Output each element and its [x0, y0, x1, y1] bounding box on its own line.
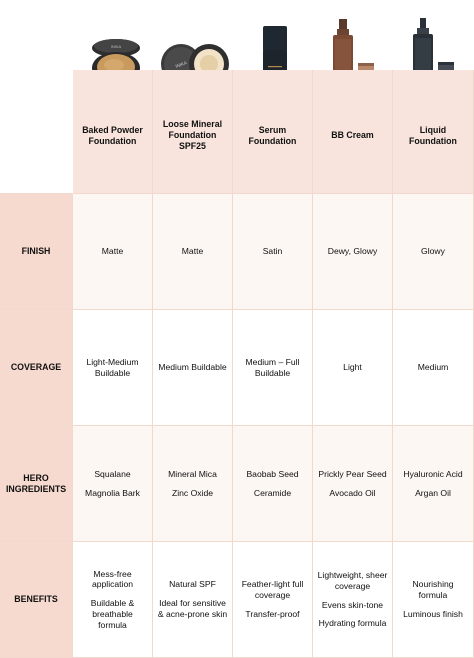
table-cell: [153, 426, 233, 542]
table-cell: [233, 426, 313, 542]
cell-line: Feather-light full coverage: [241, 579, 304, 601]
table-cell: [73, 194, 153, 310]
table-cell: [153, 310, 233, 426]
cell-line: Ceramide: [253, 487, 292, 498]
cell-line: Dewy, Glowy: [327, 246, 378, 257]
cell-line: Light: [343, 362, 362, 373]
table-cell: [233, 542, 313, 658]
cell-line: Satin: [262, 246, 283, 257]
compact-brand: INIKA: [110, 44, 122, 49]
table-cell: [393, 194, 474, 310]
cell-line: Buildable & breathable formula: [90, 598, 135, 630]
table-cell: [393, 426, 474, 542]
cell-line: Lightweight, sheer coverage: [317, 570, 388, 591]
table-cell: [313, 310, 393, 426]
cell-line: Natural SPF: [169, 579, 216, 590]
cell-line: Avocado Oil: [329, 487, 376, 498]
cell-line: Mineral Mica: [168, 468, 217, 479]
cell-line: Medium – Full Buildable: [245, 356, 300, 378]
table-cell: [73, 310, 153, 426]
cell-line: Squalane: [94, 468, 131, 479]
cell-line: Baobab Seed: [246, 468, 299, 479]
cell-line: Matte: [101, 246, 124, 257]
table-corner: [0, 70, 73, 194]
row-header-finish: FINISH: [0, 194, 73, 310]
cell-line: Prickly Pear Seed: [318, 468, 387, 479]
row-header-hero-ingredients: HERO INGREDIENTS: [0, 426, 73, 542]
cell-line: Glowy: [421, 246, 445, 257]
column-header: BB Cream: [313, 70, 393, 194]
cell-line: Zinc Oxide: [171, 487, 214, 498]
cell-line: Medium: [417, 362, 449, 373]
cell-line: Evens skin-tone: [321, 599, 384, 610]
comparison-table: [0, 70, 474, 658]
table-cell: [313, 194, 393, 310]
column-header: Loose Mineral Foundation SPF25: [153, 70, 233, 194]
table-cell: [153, 194, 233, 310]
jar-lid-brand: INIKA: [174, 60, 188, 69]
table-cell: [313, 542, 393, 658]
table-cell: [153, 542, 233, 658]
table-cell: [73, 426, 153, 542]
table-cell: [313, 426, 393, 542]
cell-line: Magnolia Bark: [85, 487, 140, 498]
table-cell: [393, 310, 474, 426]
cell-line: Ideal for sensitive & acne-prone skin: [157, 598, 228, 619]
cell-line: Hydrating formula: [318, 618, 387, 629]
cell-line: Transfer-proof: [245, 608, 300, 619]
column-header: Liquid Foundation: [393, 70, 474, 194]
cell-line: Nourishing formula: [412, 579, 454, 601]
cell-line: Mess-free application: [91, 568, 134, 590]
cell-line: Hyaluronic Acid: [403, 468, 463, 479]
row-header-benefits: BENEFITS: [0, 542, 73, 658]
row-header-coverage: COVERAGE: [0, 310, 73, 426]
table-cell: [73, 542, 153, 658]
cell-line: Matte: [181, 246, 204, 257]
cell-line: Argan Oil: [415, 487, 451, 498]
cell-line: Light-Medium Buildable: [86, 356, 139, 378]
cell-line: Medium Buildable: [158, 362, 227, 373]
table-cell: [233, 194, 313, 310]
table-cell: [233, 310, 313, 426]
cell-line: Luminous finish: [403, 608, 463, 619]
column-header: Baked Powder Foundation: [73, 70, 153, 194]
column-header: Serum Foundation: [233, 70, 313, 194]
table-cell: [393, 542, 474, 658]
